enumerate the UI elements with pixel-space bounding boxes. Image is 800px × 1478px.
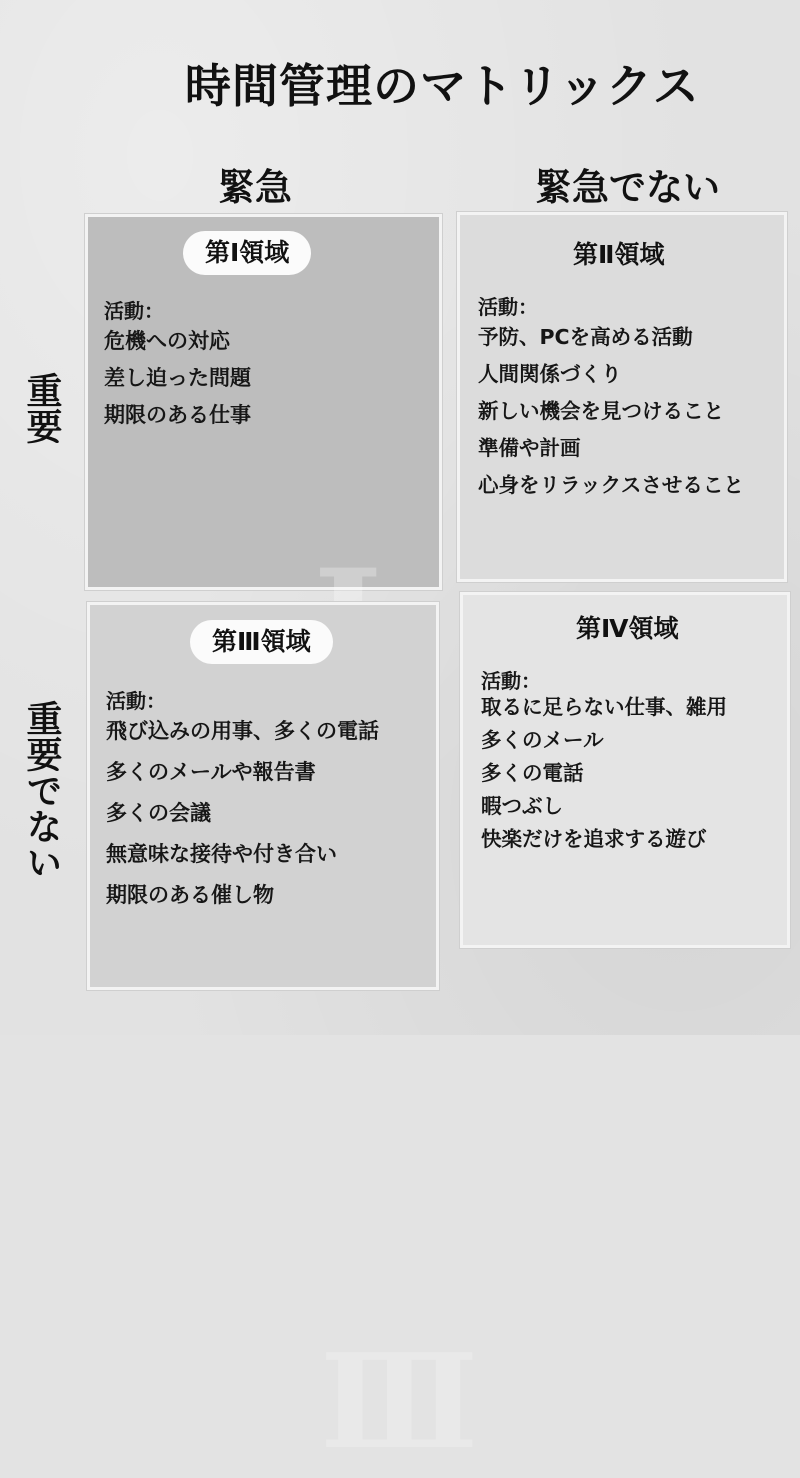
list-item: 準備や計画	[478, 436, 581, 460]
quadrant-1-label: 第Ⅰ領域	[183, 231, 311, 275]
list-item: 暇つぶし	[481, 794, 563, 818]
list-item: 心身をリラックスさせること	[478, 473, 744, 497]
page-title: 時間管理のマトリックス	[185, 59, 700, 113]
quadrant-4-label: 第Ⅳ領域	[576, 614, 679, 643]
list-item: 快楽だけを追求する遊び	[481, 827, 707, 851]
list-item: 多くの会議	[106, 801, 211, 825]
quadrant-3-watermark: Ⅲ	[320, 1325, 479, 1478]
quadrant-1-activity-list	[104, 323, 251, 434]
list-item: 差し迫った問題	[104, 366, 251, 390]
quadrant-4-activity-list	[481, 691, 727, 856]
quadrant-2-label: 第Ⅱ領域	[573, 240, 665, 269]
list-item: 人間関係づくり	[478, 362, 622, 386]
row-header-important: 重要	[21, 372, 62, 444]
quadrant-3-label: 第Ⅲ領域	[190, 620, 333, 664]
quadrant-2	[457, 212, 787, 582]
list-item: 新しい機会を見つけること	[478, 399, 724, 423]
quadrant-2-activity-label: 活動：	[478, 295, 538, 319]
list-item: 多くのメール	[481, 728, 604, 752]
list-item: 期限のある仕事	[104, 403, 251, 427]
list-item: 飛び込みの用事、多くの電話	[106, 719, 379, 743]
quadrant-3-activity-label: 活動：	[106, 689, 166, 713]
list-item: 取るに足らない仕事、雑用	[481, 695, 727, 719]
list-item: 多くの電話	[481, 761, 584, 785]
quadrant-4	[460, 592, 790, 948]
row-header-not-important: 重要でない	[21, 700, 62, 880]
quadrant-1	[85, 214, 442, 590]
list-item: 期限のある催し物	[106, 883, 274, 907]
column-header-not-urgent: 緊急でない	[535, 166, 720, 209]
quadrant-4-activity-label: 活動：	[481, 669, 541, 693]
list-item: 危機への対応	[104, 329, 230, 353]
quadrant-2-activity-list	[478, 319, 744, 504]
quadrant-3-activity-list	[106, 711, 379, 916]
list-item: 多くのメールや報告書	[106, 760, 316, 784]
list-item: 無意味な接待や付き合い	[106, 842, 337, 866]
quadrant-3	[87, 602, 479, 1478]
quadrant-1-activity-label: 活動：	[104, 299, 164, 323]
column-header-urgent: 緊急	[218, 166, 292, 209]
list-item: 予防、PCを高める活動	[478, 325, 693, 349]
